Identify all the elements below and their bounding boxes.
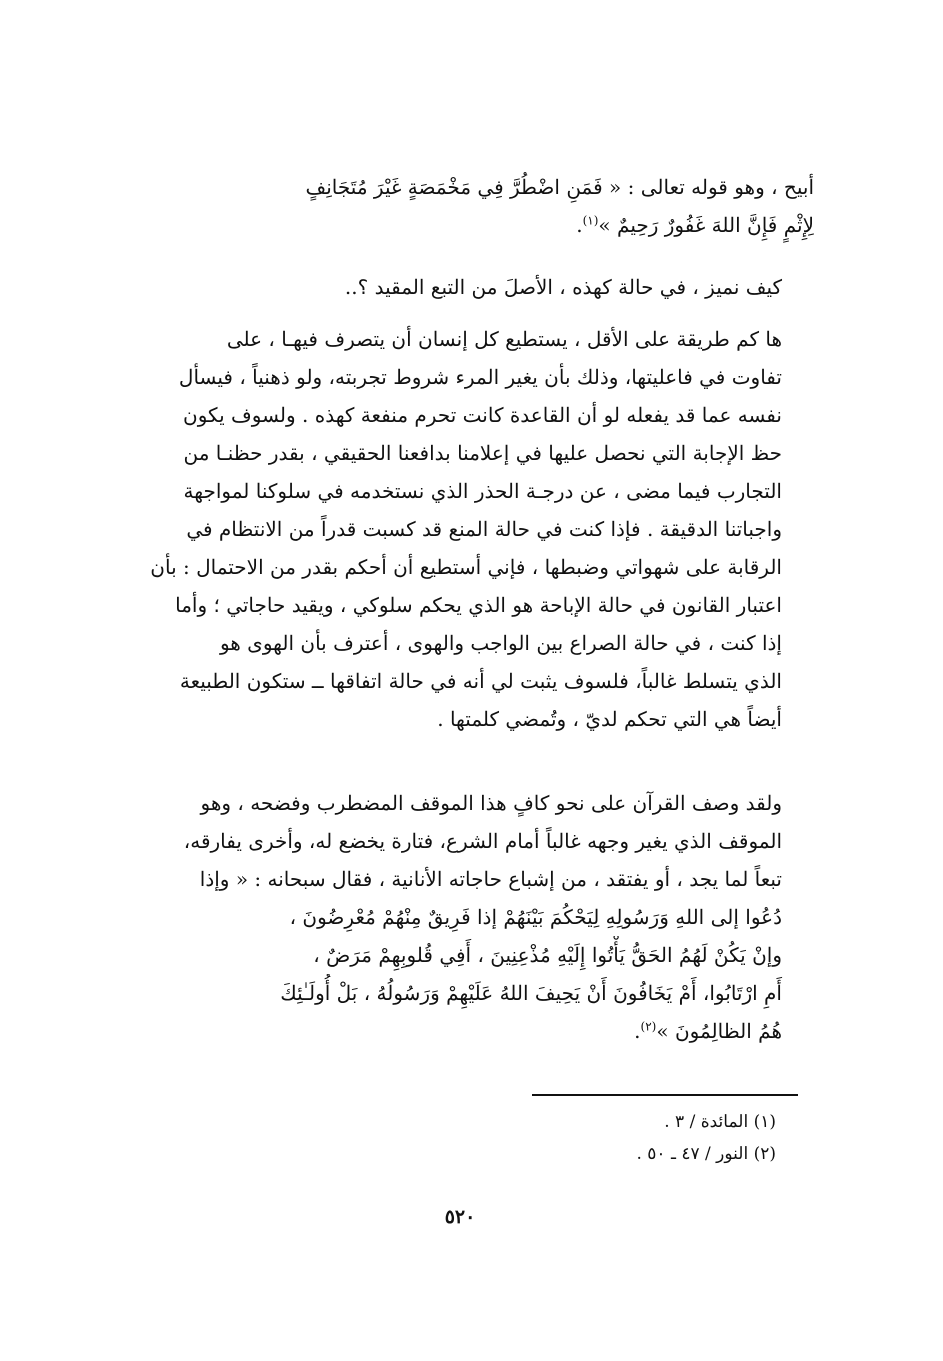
paragraph-4 (128, 784, 814, 1050)
footnote-2: (٢) النور / ٤٧ ـ ٥٠ . (636, 1144, 776, 1164)
page-number: ٥٢٠ (444, 1206, 476, 1228)
footnote-divider (532, 1094, 798, 1096)
paragraph-line (128, 1012, 814, 1050)
paragraph-line: نفسه عما قد يفعله لو أن القاعدة كانت تحرم منفعة كهذه . ولسوف يكون (183, 403, 782, 427)
paragraph-line: الموقف الذي يغير وجهه غالباً أمام الشرع، فتارة يخضع له، وأخرى يفارقه، (183, 829, 782, 853)
paragraph-line (128, 206, 814, 244)
footnote-ref-2: (٢) (640, 1019, 657, 1034)
paragraph-line: تبعاً لما يجد ، أو يفتقد ، من إشباع حاجاته الأنانية ، فقال سبحانه : « وإذا (199, 867, 782, 891)
footnotes (400, 1106, 776, 1170)
sentence-end: . (634, 1019, 641, 1043)
paragraph-1 (128, 168, 814, 244)
paragraph-line: ها كم طريقة على الأقل ، يستطيع كل إنسان أن يتصرف فيهـا ، على (226, 327, 782, 351)
paragraph-line: اعتبار القانون في حالة الإباحة هو الذي يحكم سلوكي ، ويقيد حاجاتي ؛ وأما (175, 593, 782, 617)
footnote-1: (١) المائدة / ٣ . (664, 1112, 776, 1132)
paragraph-line: أيضاً هي التي تحكم لديّ ، وتُمضي كلمتها . (437, 707, 782, 731)
paragraph-2 (128, 268, 814, 306)
paragraph-line: إذا كنت ، في حالة الصراع بين الواجب والهوى ، أعترف بأن الهوى هو (219, 631, 782, 655)
paragraph-line: تفاوت في فاعليتها، وذلك بأن يغير المرء شروط تجربته، ولو ذهنياً ، فيسأل (178, 365, 782, 389)
paragraph-line: وإنْ يَكُنْ لَهُمُ الحَقُّ يَأْتُوا إِلَيْهِ مُذْعِنِينَ ، أَفِي قُلوبِهِمْ مَرَضٌ ، (313, 943, 782, 967)
paragraph-line: التجارب فيما مضى ، عن درجـة الحذر الذي نستخدمه في سلوكنا لمواجهة (183, 479, 782, 503)
footnote-ref-1: (١) (582, 213, 599, 228)
paragraph-line: دُعُوا إلى اللهِ وَرَسُولِهِ لِيَحْكُمَ بَيْنَهُمْ إذا فَرِيقٌ مِنْهُمْ مُعْرِضُونَ ، (289, 905, 782, 929)
paragraph-line: واجباتنا الدقيقة . فإذا كنت في حالة المنع قد كسبت قدراً من الانتظام في (186, 517, 782, 541)
paragraph-line: كيف نميز ، في حالة كهذه ، الأصلَ من التبع المقيد ؟.. (344, 275, 782, 299)
paragraph-3 (128, 320, 814, 738)
paragraph-line: الذي يتسلط غالباً، فلسوف يثبت لي أنه في حالة اتفاقها ــ ستكون الطبيعة (179, 669, 782, 693)
paragraph-line: حظ الإجابة التي نحصل عليها في إعلامنا بدافعنا الحقيقي ، بقدر حظنـا من (183, 441, 782, 465)
verse-fragment: هُمُ الظالِمُونَ » (656, 1019, 782, 1043)
paragraph-line: أبيح ، وهو قوله تعالى : « فَمَنِ اضْطُرَّ فِي مَخْمَصَةٍ غَيْرَ مُتَجَانِفٍ (305, 175, 814, 199)
paragraph-line: الرقابة على شهواتي وضبطها ، فإني أستطيع أن أحكم بقدر من الاحتمال : بأن (150, 555, 782, 579)
sentence-end: . (576, 213, 583, 237)
paragraph-line: ولقد وصف القرآن على نحو كافٍ هذا الموقف المضطرب وفضحه ، وهو (200, 791, 782, 815)
paragraph-line: أَمِ ارْتَابُوا، أَمْ يَخَافُونَ أَنْ يَحِيفَ اللهُ عَلَيْهِمْ وَرَسُولُهُ ، بَلْ أُولَـٰئِكَ (280, 981, 782, 1005)
verse-fragment: لِإِثْمٍ فَإِنَّ اللهَ غَفُورٌ رَحِيمٌ » (598, 213, 814, 237)
